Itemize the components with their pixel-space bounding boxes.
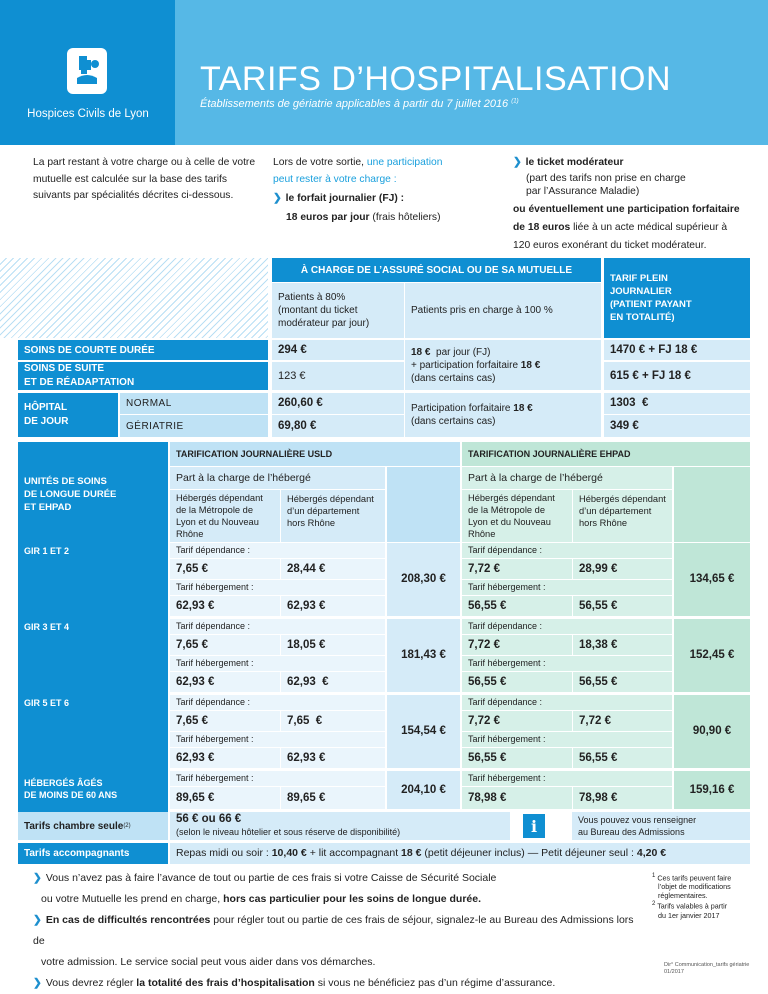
ehpad-gir56-dep-metro: 7,72 €	[462, 711, 572, 731]
page-subtitle: Établissements de gériatrie applicables à partir du 7 juillet 2016 $^{(1)}$	[200, 98, 519, 110]
usld-gir56-total: 154,54 €	[387, 695, 460, 768]
row-hj-normal-label: NORMAL	[120, 393, 268, 414]
usld-total-head	[387, 467, 460, 542]
ehpad-gir56-dep-hors: 7,72 €	[573, 711, 672, 731]
ehpad-gir34-dep-hors: 18,38 €	[573, 635, 672, 655]
ehpad-gir12-total: 134,65 €	[674, 543, 750, 616]
usld-gir12-dep-label: Tarif dépendance :	[170, 543, 385, 558]
hatch-decoration	[0, 258, 268, 338]
usld-gir56-heb-hors: 62,93 €	[281, 748, 385, 768]
usld-gir12-dep-metro: 7,65 €	[170, 559, 280, 579]
chambre-price: 56 € ou 66 € (selon le niveau hôtelier et sous réserve de disponibilité)	[170, 812, 510, 840]
org-name: Hospices Civils de Lyon	[27, 108, 149, 120]
usld-gir56-heb-label: Tarif hébergement :	[170, 732, 385, 747]
ehpad-u60-heb-label: Tarif hébergement :	[462, 771, 672, 786]
under60-label: HÉBERGÉS ÂGÉS DE MOINS DE 60 ANS	[24, 778, 118, 800]
ehpad-gir34-heb-hors: 56,55 €	[573, 672, 672, 692]
row-court-p80: 294 €	[272, 340, 404, 360]
row-suite-p80: 123 €	[272, 362, 404, 390]
t1-head-100: Patients pris en charge à 100 %	[405, 283, 601, 338]
ehpad-gir56-total: 90,90 €	[674, 695, 750, 768]
usld-gir34-dep-label: Tarif dépendance :	[170, 619, 385, 634]
row-hj-normal-full: 1303 €	[604, 393, 750, 414]
ehpad-gir56-heb-label: Tarif hébergement :	[462, 732, 672, 747]
ehpad-u60-heb-hors: 78,98 €	[573, 787, 672, 809]
row-hj-ger-label: GÉRIATRIE	[120, 415, 268, 437]
usld-head: TARIFICATION JOURNALIÈRE USLD	[170, 442, 460, 466]
ehpad-gir34-heb-label: Tarif hébergement :	[462, 656, 672, 671]
chambre-label: Tarifs chambre seule (2)	[18, 812, 168, 840]
row-hj-label: HÔPITAL DE JOUR	[18, 393, 118, 437]
ehpad-part: Part à la charge de l’hébergé	[462, 467, 672, 489]
ehpad-u60-total: 159,16 €	[674, 771, 750, 809]
usld-u60-heb-metro: 89,65 €	[170, 787, 280, 809]
row-court-label: SOINS DE COURTE DURÉE	[18, 340, 268, 360]
chambre-info: Vous pouvez vous renseigner au Bureau des Admissions	[572, 812, 750, 840]
chevron-right-icon: ❯	[33, 914, 42, 926]
row-hj-ger-p80: 69,80 €	[272, 415, 404, 437]
usld-part: Part à la charge de l’hébergé	[170, 467, 385, 489]
usld-gir56-dep-metro: 7,65 €	[170, 711, 280, 731]
ehpad-hors-head: Hébergés dépendant d’un département hors Rhône	[573, 490, 672, 542]
row-court-suite-p100: 18 € par jour (FJ) + participation forfaitaire 18 € (dans certains cas)	[405, 340, 601, 390]
ehpad-gir56-heb-hors: 56,55 €	[573, 748, 672, 768]
row-hj-normal-p80: 260,60 €	[272, 393, 404, 414]
accomp-detail: Repas midi ou soir : 10,40 € + lit accompagnant 18 € (petit déjeuner inclus) — Petit déjeuner seul : 4,20 €	[170, 843, 750, 864]
t1-head-80: Patients à 80% (montant du ticket modérateur par jour)	[272, 283, 404, 338]
intro-col1: La part restant à votre charge ou à celle de votre mutuelle est calculée sur la base des tarifs suivants par spécialités décrites ci-dessous.	[33, 157, 256, 201]
ehpad-u60-heb-metro: 78,98 €	[462, 787, 572, 809]
usld-gir34-heb-hors: 62,93 €	[281, 672, 385, 692]
ehpad-gir12-dep-hors: 28,99 €	[573, 559, 672, 579]
chevron-right-icon: ❯	[513, 157, 522, 168]
footnotes: $^1$ Ces tarifs peuvent faire l’objet de modifications réglementaires. $^2$ Tarifs valables à partir du 1er janvier 2017	[652, 873, 732, 920]
info-icon: i	[523, 814, 545, 838]
t2-unit-label: UNITÉS DE SOINS DE LONGUE DURÉE ET EHPAD	[24, 475, 117, 513]
usld-u60-total: 204,10 €	[387, 771, 460, 809]
ehpad-gir56-heb-metro: 56,55 €	[462, 748, 572, 768]
intro-col3: ❯ le ticket modérateur (part des tarifs non prise en charge par l’Assurance Maladie) ou éventuellement une participation forfaitaire de 18 euros liée à un acte médical supérieur à 120 euros exonérant du ticket modérateur.	[513, 157, 740, 251]
usld-gir56-dep-hors: 7,65 €	[281, 711, 385, 731]
usld-u60-heb-hors: 89,65 €	[281, 787, 385, 809]
ehpad-metro-head: Hébergés dépendant de la Métropole de Lyon et du Nouveau Rhône	[462, 490, 572, 542]
row-hj-p100: Participation forfaitaire 18 € (dans certains cas)	[405, 393, 601, 437]
row-court-full: 1470 € + FJ 18 €	[604, 340, 750, 360]
usld-gir34-heb-metro: 62,93 €	[170, 672, 280, 692]
t1-head-full: TARIF PLEIN JOURNALIER (PATIENT PAYANT EN TOTALITÉ)	[604, 258, 750, 338]
gir12-label: GIR 1 ET 2	[24, 545, 70, 556]
usld-gir12-heb-metro: 62,93 €	[170, 596, 280, 616]
usld-gir12-total: 208,30 €	[387, 543, 460, 616]
gir56-label: GIR 5 ET 6	[24, 697, 70, 708]
usld-gir12-heb-label: Tarif hébergement :	[170, 580, 385, 595]
bullet-list: ❯ Vous n’avez pas à faire l’avance de tout ou partie de ces frais si votre Caisse de Sécurité Sociale ou votre Mutuelle les prend en charge, hors cas particulier pour les soins de longue durée. ❯ En cas de difficultés rencontrées pour régler tout ou partie de ces frais de séjour, signalez-le au Bureau des Admissions lors de votre admission. Le service social peut vous aider dans vos démarches. ❯ Vous devrez régler la totalité des frais d’hospitalisation si vous ne bénéficiez pas d’un régime d’assurance.	[33, 872, 634, 989]
usld-gir12-heb-hors: 62,93 €	[281, 596, 385, 616]
chevron-right-icon: ❯	[33, 872, 42, 884]
usld-hors-head: Hébergés dépendant d’un département hors Rhône	[281, 490, 385, 542]
ehpad-gir12-heb-label: Tarif hébergement :	[462, 580, 672, 595]
usld-metro-head: Hébergés dépendant de la Métropole de Lyon et du Nouveau Rhône	[170, 490, 280, 542]
chevron-right-icon: ❯	[33, 977, 42, 989]
ehpad-gir34-total: 152,45 €	[674, 619, 750, 692]
usld-gir34-heb-label: Tarif hébergement :	[170, 656, 385, 671]
usld-gir56-dep-label: Tarif dépendance :	[170, 695, 385, 710]
ehpad-gir12-heb-metro: 56,55 €	[462, 596, 572, 616]
page-title: TARIFS D’HOSPITALISATION	[200, 60, 672, 98]
row-suite-full: 615 € + FJ 18 €	[604, 362, 750, 390]
t1-head-main: À CHARGE DE L’ASSURÉ SOCIAL OU DE SA MUTUELLE	[272, 258, 601, 282]
row-suite-label: SOINS DE SUITE ET DE RÉADAPTATION	[18, 362, 268, 390]
ehpad-total-head	[674, 467, 750, 542]
usld-gir12-dep-hors: 28,44 €	[281, 559, 385, 579]
gir34-label: GIR 3 ET 4	[24, 621, 70, 632]
chevron-right-icon: ❯	[273, 193, 282, 204]
usld-u60-heb-label: Tarif hébergement :	[170, 771, 385, 786]
usld-gir34-dep-hors: 18,05 €	[281, 635, 385, 655]
usld-gir56-heb-metro: 62,93 €	[170, 748, 280, 768]
ehpad-gir34-heb-metro: 56,55 €	[462, 672, 572, 692]
ehpad-gir12-dep-label: Tarif dépendance :	[462, 543, 672, 558]
ehpad-head: TARIFICATION JOURNALIÈRE EHPAD	[462, 442, 750, 466]
intro-col2: Lors de votre sortie, une participation peut rester à votre charge : ❯ le forfait journalier (FJ) : 18 euros par jour (frais hôteliers)	[273, 157, 443, 223]
credit: Dir° Communication_tarifs gériatrie 01/2017	[664, 962, 750, 975]
ehpad-gir34-dep-metro: 7,72 €	[462, 635, 572, 655]
hcl-logo-icon	[67, 48, 107, 94]
ehpad-gir56-dep-label: Tarif dépendance :	[462, 695, 672, 710]
accomp-label: Tarifs accompagnants	[18, 843, 168, 864]
usld-gir34-total: 181,43 €	[387, 619, 460, 692]
ehpad-gir12-dep-metro: 7,72 €	[462, 559, 572, 579]
usld-gir34-dep-metro: 7,65 €	[170, 635, 280, 655]
ehpad-gir12-heb-hors: 56,55 €	[573, 596, 672, 616]
row-hj-ger-full: 349 €	[604, 415, 750, 437]
ehpad-gir34-dep-label: Tarif dépendance :	[462, 619, 672, 634]
